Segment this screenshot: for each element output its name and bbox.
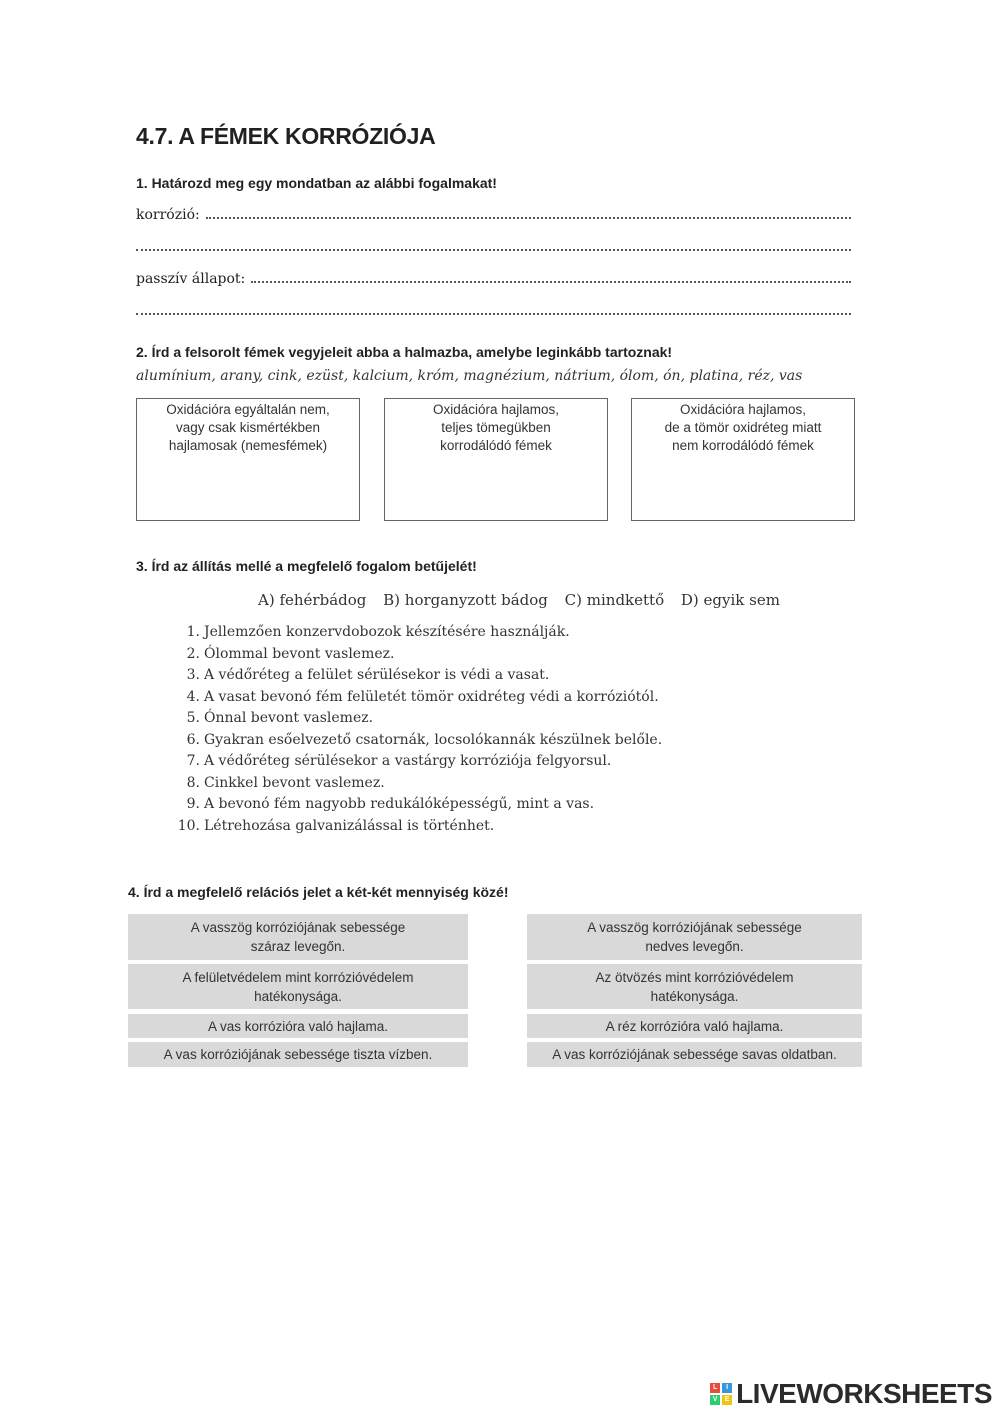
set-box-line: Oxidációra hajlamos, [679, 402, 807, 417]
compare-left-4 [128, 1042, 468, 1067]
statement-text: A bevonó fém nagyobb redukálóképességű, mint a vas. [204, 796, 595, 812]
answer-row-korrozio-cont [136, 235, 851, 255]
statement-text: Jellemzően konzervdobozok készítésére használják. [204, 624, 570, 640]
option-b: B) horganyzott bádog [383, 591, 548, 609]
statement-text: A védőréteg sérülésekor a vastárgy korróziója felgyorsul. [204, 753, 612, 769]
set-box-line: teljes tömegükben [441, 420, 551, 435]
option-d: D) egyik sem [680, 591, 780, 609]
answer-line[interactable] [136, 249, 851, 251]
set-box-passivating-metals[interactable] [631, 398, 855, 521]
page-title: 4.7. A FÉMEK KORRÓZIÓJA [136, 123, 436, 149]
option-list [258, 591, 792, 609]
statement-text: Cinkkel bevont vaslemez. [204, 774, 385, 791]
compare-line: A vas korróziójának sebessége tiszta vízben. [163, 1047, 433, 1062]
set-box-line: nem korrodálódó fémek [672, 438, 814, 453]
statement-item[interactable] [172, 796, 662, 818]
liveworksheets-logo [710, 1378, 992, 1410]
answer-line[interactable] [251, 281, 851, 283]
logo-tile: V [710, 1395, 720, 1405]
compare-right-4 [527, 1042, 862, 1067]
compare-line: A vasszög korróziójának sebessége [190, 920, 406, 935]
statement-number: 1. [186, 624, 200, 640]
term-passziv-label: passzív állapot: [136, 271, 246, 287]
set-box-line: vagy csak kismértékben [175, 420, 321, 435]
statement-text: Létrehozása galvanizálással is történhet. [204, 817, 495, 834]
answer-line[interactable] [136, 313, 851, 315]
statement-item[interactable] [172, 732, 662, 754]
term-korrozio-label: korrózió: [136, 207, 200, 223]
question-1-heading: 1. Határozd meg egy mondatban az alábbi fogalmakat! [136, 175, 497, 191]
metal-list: alumínium, arany, cink, ezüst, kalcium, króm, magnézium, nátrium, ólom, ón, platina, réz, vas [136, 368, 803, 384]
set-box-line: Oxidációra hajlamos, [432, 402, 560, 417]
answer-row-passziv-cont [136, 299, 851, 319]
logo-tile: E [722, 1395, 732, 1405]
statement-number: 2. [186, 645, 200, 662]
question-2-heading: 2. Írd a felsorolt fémek vegyjeleit abba a halmazba, amelybe leginkább tartoznak! [136, 344, 673, 360]
statement-number: 8. [186, 774, 200, 791]
statement-number: 6. [186, 731, 200, 748]
set-box-line: korrodálódó fémek [440, 438, 552, 453]
statement-item[interactable] [172, 818, 662, 840]
statement-number: 9. [186, 796, 200, 812]
statement-item[interactable] [172, 667, 662, 689]
compare-left-1 [128, 914, 468, 960]
answer-row-korrozio [136, 203, 851, 223]
set-box-line: Oxidációra egyáltalán nem, [166, 402, 330, 417]
statement-number: 7. [186, 753, 200, 769]
statement-item[interactable] [172, 646, 662, 668]
set-box-corroding-metals[interactable] [384, 398, 608, 521]
compare-line: száraz levegőn. [250, 939, 346, 954]
compare-line: hatékonysága. [254, 988, 342, 1004]
set-box-line: hajlamosak (nemesfémek) [168, 438, 328, 453]
statement-text: A védőréteg a felület sérülésekor is védi a vasat. [204, 667, 550, 683]
compare-line: A vasszög korróziójának sebessége [587, 920, 802, 935]
statement-item[interactable] [172, 689, 662, 711]
answer-row-passziv [136, 267, 851, 287]
compare-left-2 [128, 964, 468, 1009]
compare-line: hatékonysága. [650, 988, 739, 1004]
compare-line: nedves levegőn. [645, 939, 744, 954]
statement-number: 5. [186, 710, 200, 726]
compare-line: A réz korrózióra való hajlama. [605, 1018, 784, 1034]
compare-line: A vas korróziójának sebessége savas oldatban. [552, 1047, 837, 1062]
answer-line[interactable] [206, 217, 851, 219]
compare-line: Az ötvözés mint korrózióvédelem [595, 969, 794, 985]
compare-right-1 [527, 914, 862, 960]
liveworksheets-icon [710, 1383, 732, 1405]
compare-line: A felületvédelem mint korrózióvédelem [182, 969, 414, 985]
statement-number: 4. [186, 688, 200, 705]
compare-line: A vas korrózióra való hajlama. [207, 1018, 389, 1034]
liveworksheets-wordmark: LIVEWORKSHEETS [736, 1378, 992, 1409]
statement-text: Gyakran esőelvezető csatornák, locsolókannák készülnek belőle. [204, 731, 663, 748]
statement-number: 10. [177, 817, 200, 834]
set-box-line: de a tömör oxidréteg miatt [664, 420, 822, 435]
statement-text: Ólommal bevont vaslemez. [204, 645, 395, 662]
compare-right-3 [527, 1014, 862, 1038]
question-3-heading: 3. Írd az állítás mellé a megfelelő fogalom betűjelét! [136, 558, 477, 574]
statement-item[interactable] [172, 624, 662, 646]
question-4-heading: 4. Írd a megfelelő relációs jelet a két-két mennyiség közé! [128, 884, 509, 900]
logo-tile: I [722, 1383, 732, 1393]
option-a: A) fehérbádog [258, 591, 367, 609]
statement-item[interactable] [172, 710, 662, 732]
statement-text: Ónnal bevont vaslemez. [204, 710, 374, 726]
statement-list [172, 624, 662, 839]
set-box-noble-metals[interactable] [136, 398, 360, 521]
compare-left-3 [128, 1014, 468, 1038]
logo-tile: L [710, 1383, 720, 1393]
option-c: C) mindkettő [564, 591, 665, 609]
compare-right-2 [527, 964, 862, 1009]
statement-text: A vasat bevonó fém felületét tömör oxidréteg védi a korróziótól. [204, 688, 659, 705]
statement-number: 3. [186, 667, 200, 683]
statement-item[interactable] [172, 753, 662, 775]
statement-item[interactable] [172, 775, 662, 797]
